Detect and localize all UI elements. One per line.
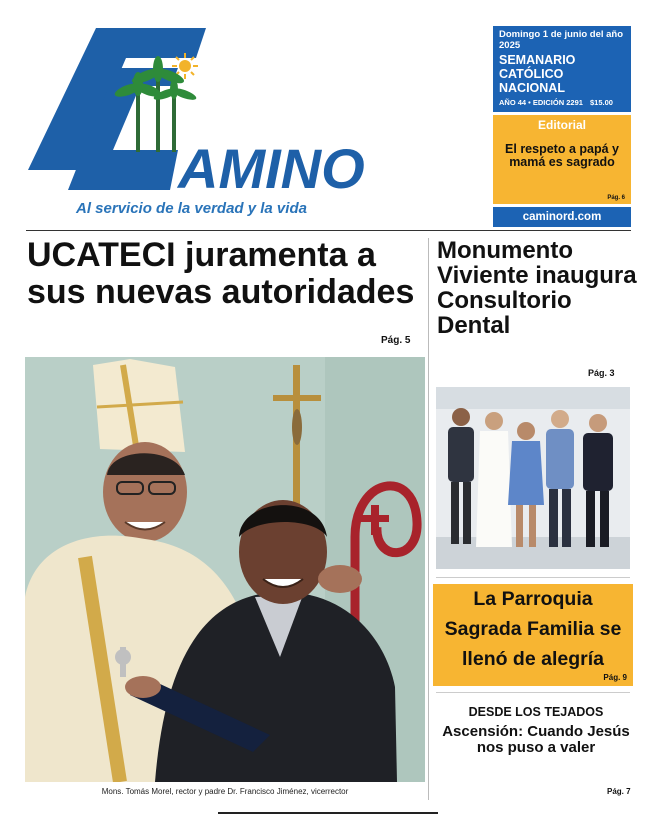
lead-photo-caption: Mons. Tomás Morel, rector y padre Dr. Francisco Jiménez, vicerrector (101, 787, 349, 796)
issue-date: Domingo 1 de junio del año 2025 (499, 29, 624, 51)
lead-page-ref: Pág. 5 (381, 335, 411, 346)
website-link[interactable]: caminord.com (493, 207, 631, 227)
side-photo[interactable] (436, 387, 630, 569)
editorial-teaser[interactable] (493, 115, 631, 204)
column-section-title: DESDE LOS TEJADOS (468, 705, 604, 719)
lead-photo[interactable] (25, 357, 425, 782)
edition-line (499, 98, 625, 107)
camino-logo (28, 22, 410, 200)
bottom-rule (218, 812, 438, 814)
editorial-headline[interactable]: El respeto a papá y mamá es sagrado (505, 142, 619, 169)
editorial-label: Editorial (537, 118, 586, 132)
group-photo-illustration (436, 387, 630, 569)
edition-number: AÑO 44 • EDICIÓN 2291 (499, 98, 583, 107)
feature-page-ref: Pág. 9 (603, 673, 627, 682)
publication-type: SEMANARIO CATÓLICO NACIONAL (499, 53, 576, 95)
tagline: Al servicio de la verdad y la vida (76, 200, 307, 217)
lead-photo-illustration (25, 357, 425, 782)
logo-wordmark: AMINO (178, 137, 365, 200)
side-divider (436, 692, 630, 693)
column-page-ref: Pág. 7 (607, 787, 631, 796)
feature-headline[interactable]: La Parroquia Sagrada Familia se llenó de alegría (444, 588, 622, 670)
side-headline[interactable]: Monumento Viviente inaugura Consultorio Dental (437, 237, 637, 339)
feature-teaser[interactable] (433, 584, 633, 686)
issue-price: $15.00 (590, 98, 613, 107)
masthead-divider (26, 230, 631, 231)
editorial-page-ref: Pág. 6 (607, 195, 625, 201)
lead-headline[interactable]: UCATECI juramenta a sus nuevas autoridades (27, 236, 415, 311)
masthead-logo[interactable] (28, 22, 410, 200)
side-page-ref: Pág. 3 (588, 368, 615, 378)
column-divider (428, 238, 429, 800)
side-divider (436, 577, 630, 578)
person-figure (476, 412, 512, 547)
issue-info-box (493, 26, 631, 112)
column-headline[interactable]: Ascensión: Cuando Jesús nos puso a valer (442, 723, 630, 756)
